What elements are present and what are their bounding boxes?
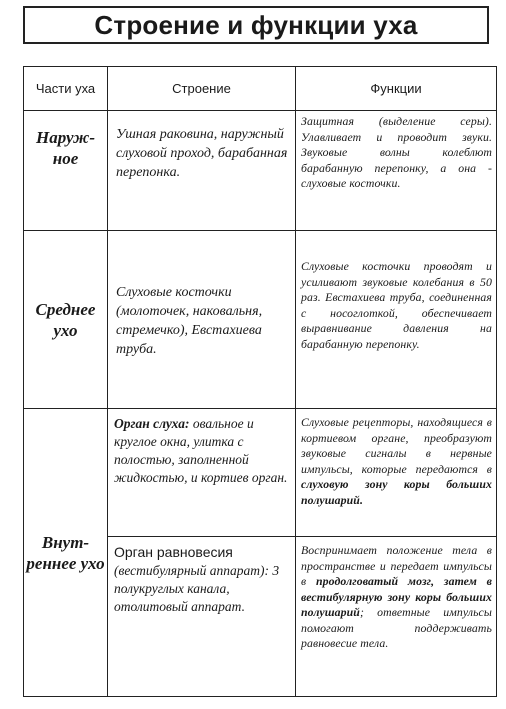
structure-outer: Ушная раковина, наружный слуховой проход, барабанная перепонка. (108, 111, 296, 231)
structure-balance (108, 537, 296, 697)
header-parts: Части уха (24, 67, 108, 111)
row-outer (24, 111, 497, 231)
part-inner: Внут-реннее ухо (24, 409, 108, 697)
functions-balance: Воспринимает положение тела в пространстве и передает импульсы в продолговатый мозг, затем в вестибулярную зону коры больших полушарий; ответные импульсы помогают поддерживать равновесие тела. (296, 537, 497, 697)
header-structure: Строение (108, 67, 296, 111)
part-outer: Наруж-ное (24, 111, 108, 231)
title-box (23, 6, 489, 44)
functions-middle: Слуховые косточки проводят и усиливают звуковые колебания в 50 раз. Евстахиева труба, соединенная с носоглоткой, обеспечивает выравнивание давления на барабанную перепонку. (296, 231, 497, 409)
header-functions: Функции (296, 67, 497, 111)
functions-hearing: Слуховые рецепторы, находящиеся в кортиевом органе, преобразуют звуковые сигналы в нервные импульсы, которые передаются в слуховую зону коры больших полушарий. (296, 409, 497, 537)
ear-table (23, 66, 497, 697)
structure-middle: Слуховые косточки (молоточек, наковальня, стремечко), Евстахиева труба. (108, 231, 296, 409)
structure-hearing (108, 409, 296, 537)
balance-heading: Орган равновесия (114, 544, 233, 560)
page-title: Строение и функции уха (94, 9, 418, 40)
header-row (24, 67, 497, 111)
row-middle (24, 231, 497, 409)
hearing-heading: Орган слуха: (114, 416, 190, 431)
balance-structure: (вестибулярный аппарат): 3 полукруглых канала, отолитовый аппарат. (114, 563, 280, 614)
hearing-structure: овальное и круглое окна, улитка с полостью, заполненной жидкостью, и кортиев орган. (114, 416, 288, 485)
part-middle: Среднее ухо (24, 231, 108, 409)
row-inner-hearing (24, 409, 497, 537)
functions-outer: Защитная (выделение серы). Улавливает и проводит звуки. Звуковые волны колеблют барабанную перепонку, а она - слуховые косточки. (296, 111, 497, 231)
